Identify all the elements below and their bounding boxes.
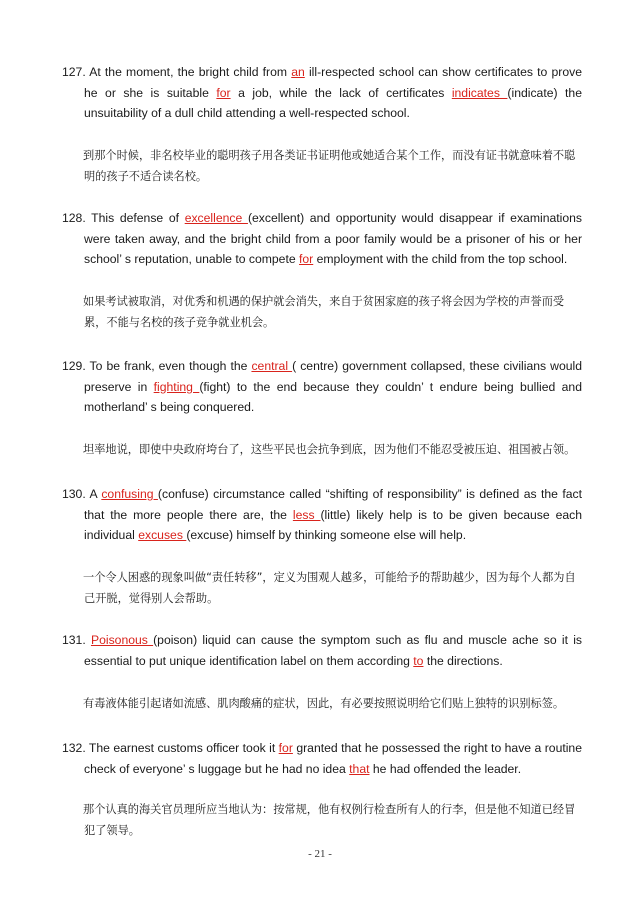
english-sentence xyxy=(62,630,582,671)
sentence-text: (excuse) himself by thinking someone else will help. xyxy=(186,528,467,542)
answer-word: confusing xyxy=(101,487,158,501)
exercise-129 xyxy=(62,356,582,456)
answer-word: fighting xyxy=(153,379,200,394)
sentence-text: ill-respected school can show certificates to prove he or she is suitable xyxy=(84,65,582,100)
answer-word: for xyxy=(278,741,293,755)
sentence-text: (indicate) the unsuitability of a dull child attending a well-respected school. xyxy=(84,85,582,120)
answer-word: for xyxy=(299,252,314,266)
answer-word: excuses xyxy=(138,528,187,542)
answer-word: central xyxy=(251,359,293,373)
answer-word: to xyxy=(413,653,424,668)
sentence-text: (poison) liquid can cause the symptom such as flu and muscle ache so it is essential to put unique identification label on them according xyxy=(84,633,582,668)
english-sentence xyxy=(62,738,582,779)
exercise-127 xyxy=(62,62,582,183)
sentence-text: he had offended the leader. xyxy=(369,761,522,776)
answer-word: an xyxy=(291,65,305,79)
sentence-text: (little) likely help is to be given because each individual xyxy=(84,507,583,542)
answer-word: excellence xyxy=(184,211,248,225)
exercise-132 xyxy=(62,738,582,837)
sentence-text: employment with the child from the top school. xyxy=(313,252,568,266)
sentence-text: granted that he possessed the right to have a routine check of everyone’ s luggage but he had no idea xyxy=(84,741,582,776)
sentence-text: 127. At the moment, the bright child from xyxy=(62,65,292,79)
exercise-131 xyxy=(62,630,582,710)
answer-word: indicates xyxy=(451,85,508,100)
chinese-translation: 坦率地说，即使中央政府垮台了，这些平民也会抗争到底，因为他们不能忍受被压迫、祖国被占领。 xyxy=(83,443,576,456)
english-sentence xyxy=(62,484,582,546)
sentence-text: 128. This defense of xyxy=(62,211,185,225)
chinese-translation: 那个认真的海关官员理所应当地认为：按常规，他有权例行检查所有人的行李，但是他不知道已经冒犯了领导。 xyxy=(83,803,576,837)
sentence-text: ( centre) government collapsed, these civilians would preserve in xyxy=(84,359,582,394)
answer-word: less xyxy=(292,507,321,522)
chinese-translation: 一个令人困惑的现象叫做“责任转移”，定义为围观人越多，可能给予的帮助越少，因为每个人都为自己开脱，觉得别人会帮助。 xyxy=(83,571,576,605)
sentence-text: (confuse) circumstance called “shifting of responsibility” is defined as the fact that the more people there are, the xyxy=(84,487,583,522)
sentence-text: a job, while the lack of certificates xyxy=(230,85,452,100)
chinese-translation: 有毒液体能引起诸如流感、肌肉酸痛的症状，因此，有必要按照说明给它们贴上独特的识别标签。 xyxy=(83,697,565,710)
answer-word: Poisonous xyxy=(90,633,154,647)
exercise-128 xyxy=(62,208,582,329)
answer-word: that xyxy=(349,761,370,776)
exercise-130 xyxy=(62,484,583,605)
page-number: - 21 - xyxy=(308,848,332,860)
chinese-translation: 到那个时候，非名校毕业的聪明孩子用各类证书证明他或她适合某个工作，而没有证书就意味着不聪明的孩子不适合读名校。 xyxy=(83,149,576,183)
sentence-text: the directions. xyxy=(423,653,503,668)
sentence-text: 130. A xyxy=(62,487,102,501)
sentence-text: 129. To be frank, even though the xyxy=(62,359,252,373)
english-sentence xyxy=(62,62,582,124)
sentence-text: (excellent) and opportunity would disappear if examinations were taken away, and the bright child from a poor family would be a prisoner of his or her school’ s reputation, unable to compete xyxy=(84,211,582,266)
sentence-text: 131. xyxy=(62,633,91,647)
sentence-text: (fight) to the end because they couldn’ t endure being bullied and motherland’ s being conquered. xyxy=(84,379,582,414)
english-sentence xyxy=(62,356,582,418)
chinese-translation: 如果考试被取消，对优秀和机遇的保护就会消失，来自于贫困家庭的孩子将会因为学校的声誉而受累，不能与名校的孩子竞争就业机会。 xyxy=(83,295,565,329)
sentence-text: 132. The earnest customs officer took it xyxy=(62,741,279,755)
english-sentence xyxy=(62,208,582,270)
answer-word: for xyxy=(216,85,231,100)
